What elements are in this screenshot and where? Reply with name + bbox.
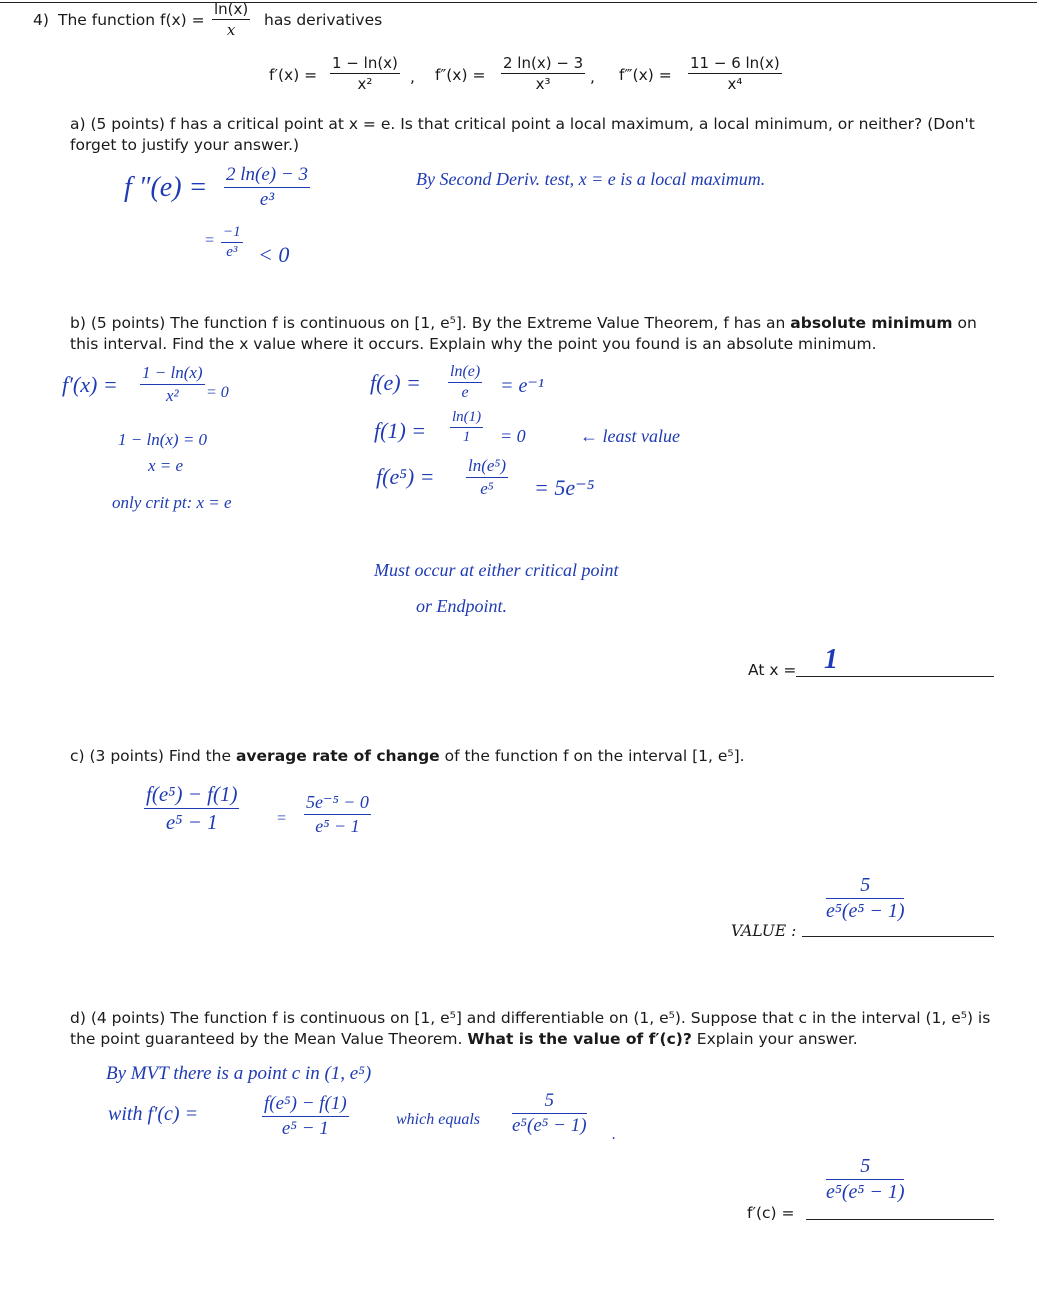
part-b-text-pre: b) (5 points) The function f is continuous on [1, e⁵]. By the Extreme Value Theorem, f has an (70, 314, 791, 332)
part-d-answer-num: 5 (826, 1155, 904, 1180)
part-b-step1: 1 − ln(x) = 0 (118, 430, 208, 449)
first-derivative (330, 54, 400, 93)
part-c-answer (826, 874, 904, 923)
part-d-answer-label: f′(c) = (747, 1204, 795, 1222)
part-b-question (70, 313, 1000, 355)
problem-number: 4) (33, 11, 49, 29)
part-b-fp-num: 1 − ln(x) (140, 363, 205, 385)
part-b-f1-num: ln(1) (450, 409, 483, 428)
part-b-fe5-lhs: f(e⁵) = (376, 464, 435, 489)
problem-intro: The function f(x) = (58, 11, 205, 29)
part-d-text-bold: What is the value of f′(c)? (467, 1030, 692, 1048)
d2-den: x³ (535, 75, 551, 93)
d3-label: f‴(x) = (619, 66, 672, 84)
part-b-fe5-res: = 5e⁻⁵ (534, 475, 595, 500)
part-b-fp-lhs: f′(x) = (62, 372, 118, 397)
part-d-question (70, 1008, 1000, 1050)
part-b-step2: x = e (148, 456, 184, 475)
part-d-res-den: e⁵(e⁵ − 1) (512, 1115, 587, 1136)
part-d-answer-den: e⁵(e⁵ − 1) (826, 1181, 905, 1203)
part-a-frac1 (224, 164, 310, 211)
part-a-frac2-den: e³ (226, 244, 238, 260)
part-b-fe-frac (448, 363, 482, 402)
part-d-answer-line (806, 1219, 994, 1220)
part-b-f1-res: = 0 (500, 426, 526, 446)
part-b-fp-eq0: = 0 (206, 384, 229, 401)
comma-1: , (410, 68, 415, 86)
part-b-step3: only crit pt: x = e (112, 493, 232, 512)
part-b-fe-res: = e⁻¹ (500, 375, 544, 397)
d1-num: 1 − ln(x) (332, 54, 398, 72)
d2-label: f″(x) = (435, 66, 486, 84)
part-c-text-pre: c) (3 points) Find the (70, 747, 236, 765)
part-a-frac1-den: e³ (259, 189, 275, 210)
part-b-fe5-frac (466, 456, 508, 499)
d3-num: 11 − 6 ln(x) (690, 54, 780, 72)
part-b-fe5-num: ln(e⁵) (466, 456, 508, 478)
second-derivative (501, 54, 585, 93)
part-d-mvt-frac (262, 1093, 349, 1140)
part-b-answer-label (748, 661, 796, 679)
part-b-answer-line (796, 676, 994, 677)
top-rule (0, 2, 1037, 3)
d3-den: x⁴ (727, 75, 743, 93)
part-c-num2: 5e⁻⁵ − 0 (304, 792, 371, 815)
part-d-res-num: 5 (512, 1090, 587, 1114)
part-d-text-pre: d) (4 points) The function f is continuous on [1, e⁵] and differentiable on (1, e⁵). Suppose that c in the interval (1, e⁵) is the point guaranteed by the Mean Value Theorem. (70, 1009, 991, 1048)
part-a-lt: < 0 (258, 242, 290, 267)
part-a-text: a) (5 points) f has a critical point at x = e. Is that critical point a local maximum, a local minimum, or neither? (Don't forget to justify your answer.) (70, 115, 975, 154)
part-b-fp-den: x² (165, 386, 179, 405)
part-d-line1: By MVT there is a point c in (1, e⁵) (106, 1063, 372, 1084)
d1-den: x² (357, 75, 373, 93)
part-b-f1-frac (450, 409, 483, 446)
part-c-den2: e⁵ − 1 (315, 816, 360, 836)
part-c-answer-label: VALUE : (731, 922, 797, 940)
part-b-fe-num: ln(e) (448, 363, 482, 383)
part-b-f1-lhs: f(1) = (374, 418, 427, 443)
part-a-frac1-num: 2 ln(e) − 3 (224, 164, 310, 188)
part-b-fe-lhs: f(e) = (370, 370, 421, 395)
comma-2: , (590, 68, 595, 86)
part-b-reason2: or Endpoint. (416, 596, 508, 616)
part-b-fp-frac (140, 363, 205, 406)
part-d-period: . (612, 1126, 616, 1143)
part-a-lhs: f ″(e) = (124, 172, 208, 203)
part-b-answer-value: 1 (824, 644, 838, 675)
part-b-reason1: Must occur at either critical point (374, 560, 619, 580)
part-b-fe-den: e (461, 384, 469, 401)
part-c-answer-num: 5 (826, 874, 904, 899)
intro-post: has derivatives (264, 11, 383, 29)
function-definition (212, 0, 250, 39)
third-derivative (688, 54, 782, 93)
part-c-text-post: of the function f on the interval [1, e⁵]. (439, 747, 745, 765)
part-b-text-bold: absolute minimum (790, 314, 953, 332)
part-c-text-bold: average rate of change (235, 747, 440, 765)
d1-label: f′(x) = (269, 66, 318, 84)
part-b-fe5-den: e⁵ (480, 479, 494, 498)
part-a-question (70, 114, 1000, 156)
part-b-f1-note: ← least value (580, 426, 680, 446)
part-c-question (70, 747, 745, 765)
part-c-answer-line (802, 936, 994, 937)
part-d-answer (826, 1155, 904, 1204)
d2-num: 2 ln(x) − 3 (503, 54, 584, 72)
part-c-eq: = (276, 810, 287, 827)
part-b-text-post: on this interval. Find the x value where it occurs. Explain why the point you found is an absolute minimum. (70, 314, 977, 353)
part-d-result-frac (512, 1090, 587, 1137)
part-a-frac2-num: −1 (221, 224, 243, 243)
def-num: ln(x) (214, 0, 249, 18)
part-c-frac2 (304, 792, 371, 837)
part-a-conclusion: By Second Deriv. test, x = e is a local maximum. (416, 169, 766, 189)
part-c-answer-den: e⁵(e⁵ − 1) (826, 900, 905, 922)
part-d-den: e⁵ − 1 (281, 1118, 329, 1139)
part-c-num1: f(e⁵) − f(1) (144, 782, 239, 809)
part-c-frac1 (144, 782, 239, 835)
part-a-eq2: = (204, 232, 215, 249)
part-d-num: f(e⁵) − f(1) (262, 1093, 349, 1117)
part-a-frac2 (221, 224, 243, 261)
part-d-which: which equals (396, 1111, 480, 1128)
part-d-with: with f′(c) = (108, 1103, 199, 1125)
part-b-f1-den: 1 (462, 429, 471, 445)
part-c-den1: e⁵ − 1 (165, 810, 218, 834)
answer-label-text: At x = (748, 661, 797, 679)
def-den: x (226, 21, 236, 39)
part-d-text-post: Explain your answer. (691, 1030, 858, 1048)
